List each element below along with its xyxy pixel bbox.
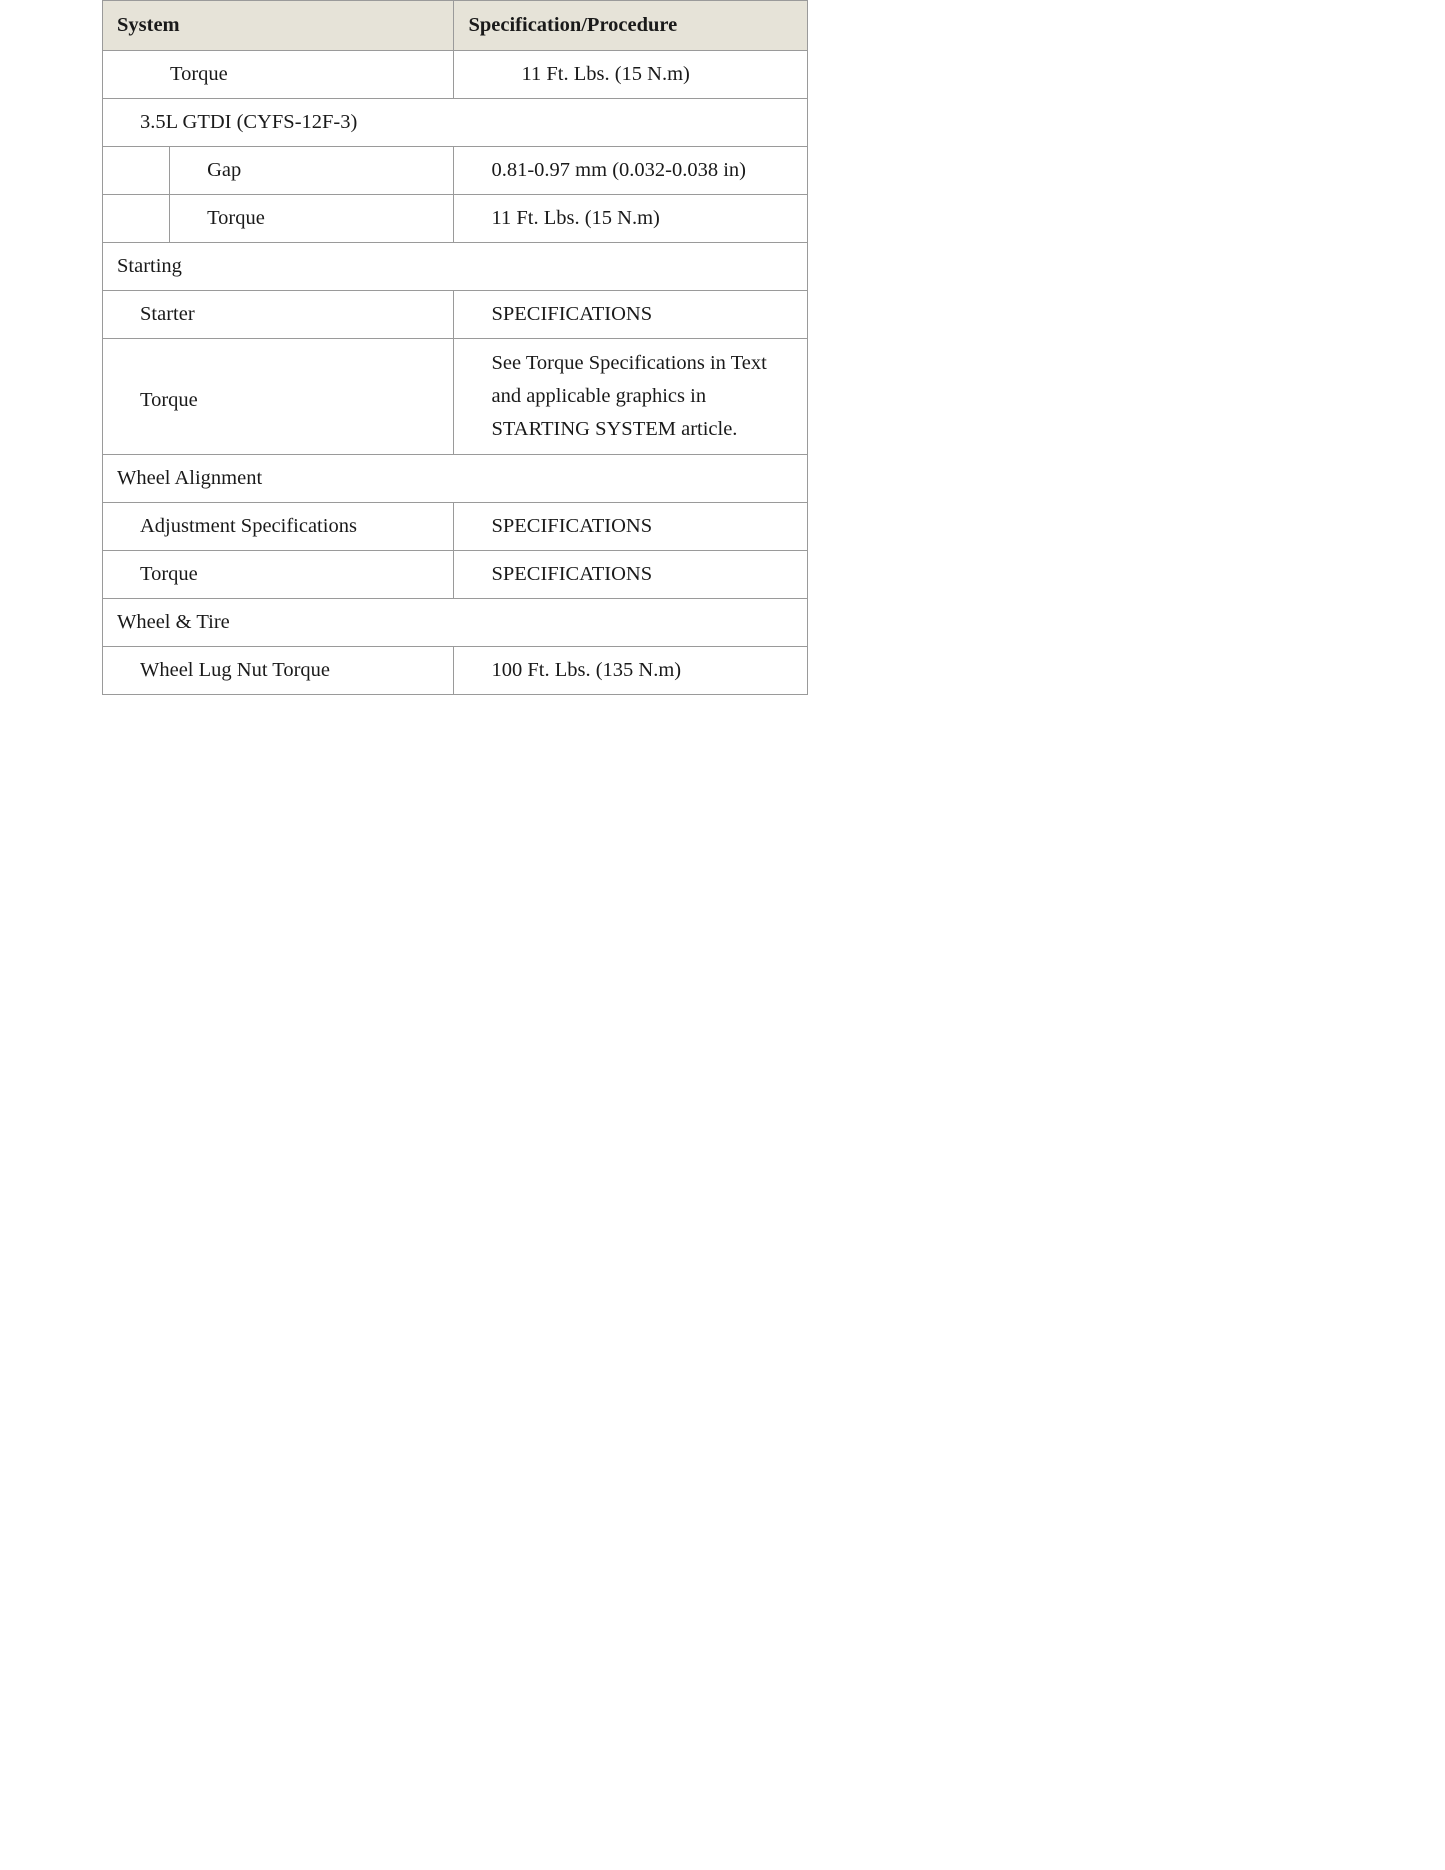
table-row — [103, 599, 808, 647]
table-row — [103, 147, 808, 195]
table-row — [103, 195, 808, 243]
table-row — [103, 503, 808, 551]
table-header-row — [103, 1, 808, 51]
indent-cell — [103, 195, 170, 243]
row-label: Starter — [103, 291, 454, 339]
row-label: Wheel Lug Nut Torque — [103, 647, 454, 695]
specifications-table — [102, 0, 808, 695]
section-label: Starting — [103, 243, 808, 291]
row-label: Gap — [170, 147, 454, 195]
section-label: Wheel & Tire — [103, 599, 808, 647]
row-label: Torque — [103, 551, 454, 599]
table-row — [103, 243, 808, 291]
indent-cell — [103, 147, 170, 195]
table-row — [103, 99, 808, 147]
row-value: SPECIFICATIONS — [454, 551, 808, 599]
row-value: See Torque Specifications in Text and applicable graphics in STARTING SYSTEM article. — [454, 339, 808, 455]
row-label: Adjustment Specifications — [103, 503, 454, 551]
table-row — [103, 455, 808, 503]
row-label: Torque — [103, 339, 454, 455]
row-value: SPECIFICATIONS — [454, 503, 808, 551]
row-value: SPECIFICATIONS — [454, 291, 808, 339]
section-label: Wheel Alignment — [103, 455, 808, 503]
table-row — [103, 647, 808, 695]
subsection-label: 3.5L GTDI (CYFS-12F-3) — [103, 99, 808, 147]
row-label: Torque — [170, 195, 454, 243]
table-row — [103, 551, 808, 599]
row-value: 100 Ft. Lbs. (135 N.m) — [454, 647, 808, 695]
row-value: 11 Ft. Lbs. (15 N.m) — [454, 195, 808, 243]
table-row — [103, 291, 808, 339]
table-row — [103, 339, 808, 455]
row-label: Torque — [103, 51, 454, 99]
row-value: 11 Ft. Lbs. (15 N.m) — [454, 51, 808, 99]
header-specification: Specification/Procedure — [454, 1, 808, 51]
row-value: 0.81-0.97 mm (0.032-0.038 in) — [454, 147, 808, 195]
header-system: System — [103, 1, 454, 51]
table-row — [103, 51, 808, 99]
